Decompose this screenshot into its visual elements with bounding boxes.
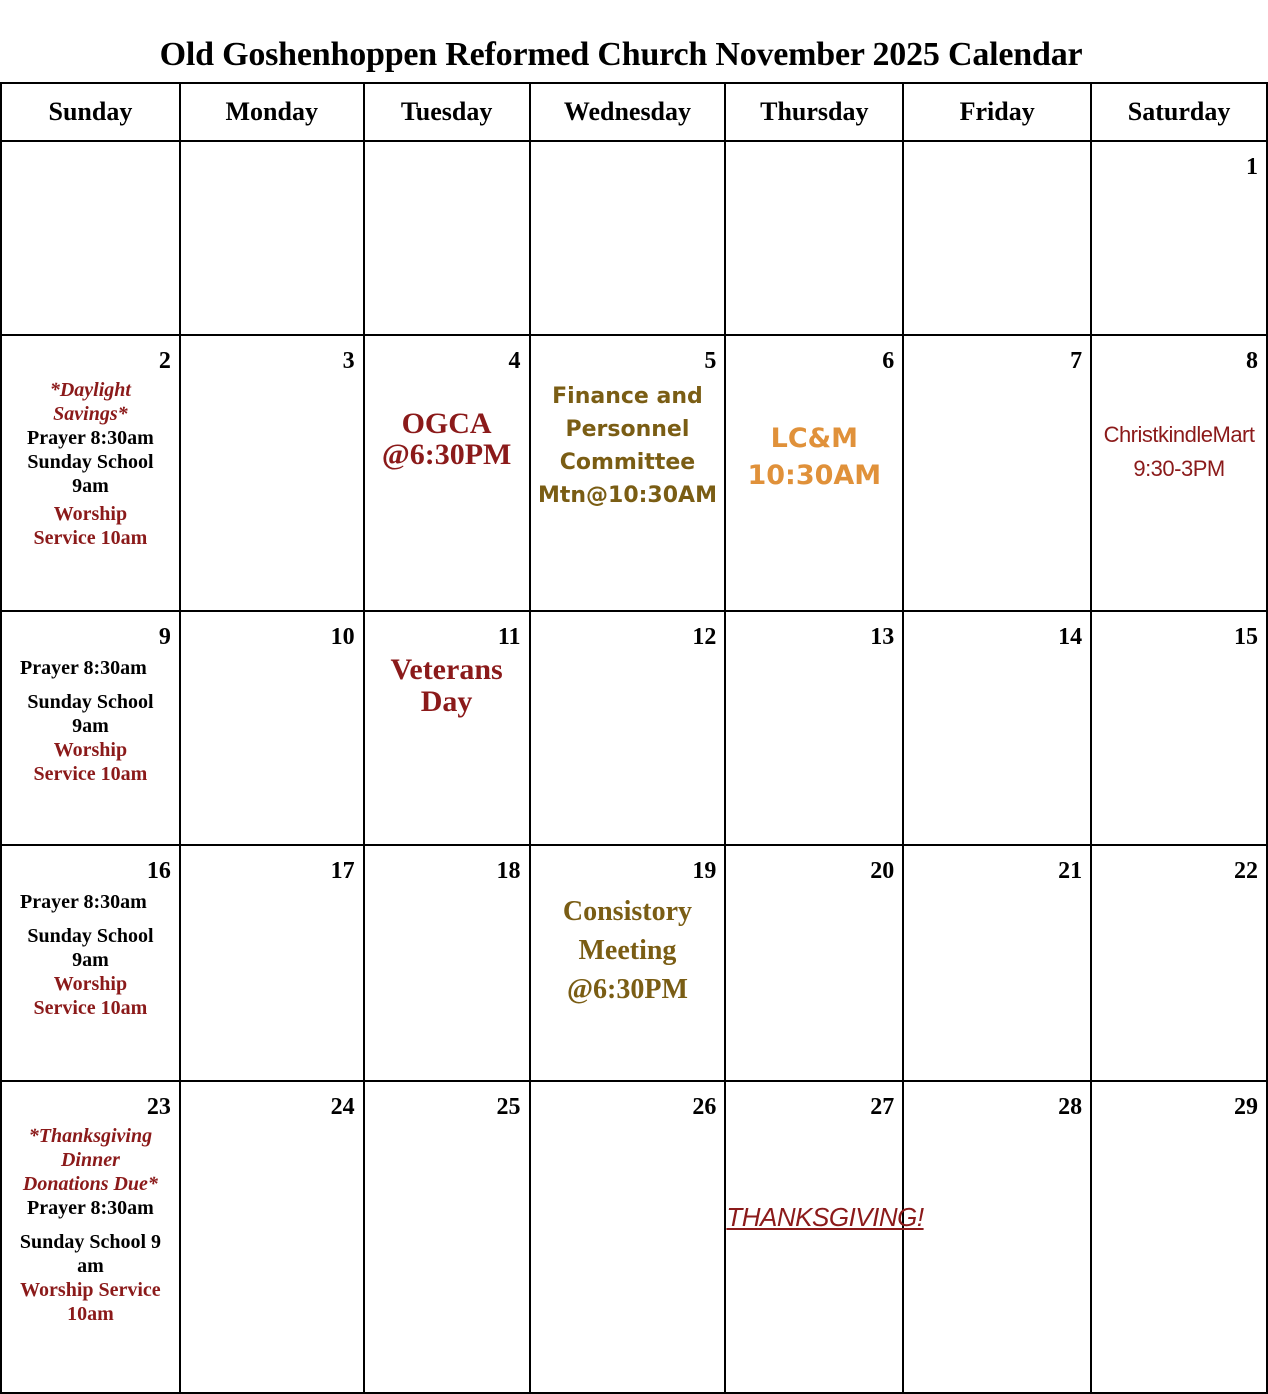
prayer-time: Prayer 8:30am — [20, 657, 147, 679]
day-cell — [530, 335, 726, 611]
lcm-event — [726, 420, 902, 494]
sunday-school-time: Sunday School — [27, 925, 154, 947]
event-line: Veterans — [390, 653, 503, 686]
christkindlemart-event — [1092, 418, 1266, 486]
day-number: 13 — [870, 624, 895, 650]
event-line: @6:30PM — [567, 974, 688, 1005]
event-line: ChristkindleMart — [1103, 422, 1255, 447]
event-line: Consistory — [562, 896, 693, 927]
day-cell — [364, 611, 530, 845]
day-number: 26 — [692, 1094, 717, 1120]
sunday-school-time: Sunday School — [27, 691, 154, 713]
day-cell — [1, 1081, 180, 1393]
day-number: 12 — [692, 624, 717, 650]
weekday-tuesday: Tuesday — [364, 83, 530, 141]
day-number: 7 — [1070, 348, 1083, 374]
day-number: 1 — [1246, 154, 1258, 180]
day-cell-empty — [530, 141, 726, 335]
worship-service-time: Worship — [53, 503, 128, 525]
sunday-events — [2, 1124, 179, 1326]
event-line: @6:30PM — [381, 438, 512, 471]
sunday-events — [2, 656, 179, 786]
day-cell — [1091, 1081, 1267, 1393]
day-cell-empty — [725, 141, 903, 335]
sunday-school-time: 9am — [72, 715, 109, 737]
prayer-time: Prayer 8:30am — [27, 427, 154, 449]
thanksgiving-donations-note: Dinner — [60, 1149, 120, 1171]
day-cell — [180, 611, 364, 845]
weekday-friday: Friday — [903, 83, 1091, 141]
day-cell — [1, 611, 180, 845]
week-row — [1, 611, 1267, 845]
day-number: 27 — [870, 1094, 895, 1120]
day-cell — [903, 845, 1091, 1081]
day-cell-empty — [364, 141, 530, 335]
event-line: Meeting — [578, 935, 677, 966]
prayer-time: Prayer 8:30am — [20, 891, 147, 913]
day-cell — [1, 335, 180, 611]
day-number: 25 — [496, 1094, 521, 1120]
day-cell — [1, 845, 180, 1081]
day-number: 9 — [158, 624, 171, 650]
event-line: LC&M — [770, 423, 859, 454]
day-cell — [725, 845, 903, 1081]
day-cell — [530, 1081, 726, 1393]
day-cell — [903, 335, 1091, 611]
event-line: Personnel — [565, 417, 690, 442]
day-cell — [180, 845, 364, 1081]
thanksgiving-donations-note: Donations Due* — [22, 1173, 158, 1195]
finance-committee-event — [531, 380, 725, 512]
worship-service-time: Worship — [53, 739, 128, 761]
day-number: 28 — [1058, 1094, 1083, 1120]
worship-service-time: Worship Service — [20, 1279, 161, 1301]
event-line: 10:30AM — [747, 460, 882, 491]
worship-service-time: Worship — [53, 973, 128, 995]
thanksgiving-event: THANKSGIVING! — [726, 1202, 924, 1232]
week-row — [1, 845, 1267, 1081]
day-number: 21 — [1058, 858, 1083, 884]
weekday-sunday: Sunday — [1, 83, 180, 141]
day-number: 16 — [146, 858, 171, 884]
weekday-thursday: Thursday — [725, 83, 903, 141]
prayer-time: Prayer 8:30am — [27, 1197, 154, 1219]
day-number: 18 — [496, 858, 521, 884]
day-number: 3 — [342, 348, 355, 374]
weekday-header-row — [1, 83, 1267, 141]
day-number: 8 — [1246, 348, 1258, 374]
sunday-school-time: 9am — [72, 949, 109, 971]
veterans-day-event — [365, 654, 529, 718]
worship-service-time: Service 10am — [33, 997, 148, 1019]
day-cell — [530, 845, 726, 1081]
day-cell — [1091, 845, 1267, 1081]
day-number: 29 — [1234, 1094, 1258, 1120]
day-number: 17 — [330, 858, 355, 884]
day-cell — [180, 335, 364, 611]
worship-service-time: Service 10am — [33, 527, 148, 549]
day-cell — [725, 611, 903, 845]
day-cell-empty — [1, 141, 180, 335]
day-cell — [903, 1081, 1091, 1393]
sunday-events — [2, 378, 179, 550]
week-row — [1, 141, 1267, 335]
daylight-savings-note: *Daylight — [49, 379, 131, 401]
day-cell-empty — [903, 141, 1091, 335]
sunday-school-time: Sunday School — [27, 451, 154, 473]
calendar-title: Old Goshenhoppen Reformed Church November 2025 Calendar — [159, 36, 1083, 73]
day-number: 22 — [1234, 858, 1258, 884]
worship-service-time: Service 10am — [33, 763, 148, 785]
sunday-school-time: am — [77, 1255, 104, 1277]
weekday-monday: Monday — [180, 83, 364, 141]
day-number: 20 — [870, 858, 895, 884]
sunday-events — [2, 890, 179, 1020]
day-cell — [903, 611, 1091, 845]
day-cell — [1091, 611, 1267, 845]
weekday-wednesday: Wednesday — [530, 83, 726, 141]
day-cell — [725, 1081, 924, 1393]
day-number: 14 — [1058, 624, 1083, 650]
day-number: 15 — [1234, 624, 1258, 650]
day-number: 2 — [158, 348, 171, 374]
event-line: OGCA — [401, 407, 492, 440]
thanksgiving-donations-note: *Thanksgiving — [28, 1125, 153, 1147]
day-number: 19 — [692, 858, 717, 884]
event-line: Committee — [559, 450, 696, 475]
day-cell — [364, 1081, 530, 1393]
day-cell — [180, 1081, 364, 1393]
ogca-event — [365, 408, 529, 470]
day-cell — [364, 845, 530, 1081]
day-cell — [364, 335, 530, 611]
week-row — [1, 1081, 1267, 1393]
daylight-savings-note: Savings* — [53, 403, 128, 425]
event-line: Finance and — [552, 384, 703, 409]
sunday-school-time: Sunday School 9 — [19, 1231, 161, 1253]
day-number: 23 — [146, 1094, 171, 1120]
week-row — [1, 335, 1267, 611]
day-cell-empty — [180, 141, 364, 335]
day-cell — [1091, 335, 1267, 611]
event-line: Mtn@10:30AM — [537, 483, 717, 508]
calendar-grid — [0, 82, 1268, 1394]
day-number: 5 — [704, 348, 717, 374]
day-number: 11 — [497, 624, 521, 650]
weekday-saturday: Saturday — [1091, 83, 1267, 141]
consistory-meeting-event — [531, 892, 725, 1009]
sunday-school-time: 9am — [72, 475, 109, 497]
worship-service-time: 10am — [67, 1303, 114, 1325]
event-line: 9:30-3PM — [1133, 456, 1225, 481]
day-cell — [1091, 141, 1267, 335]
day-number: 10 — [330, 624, 355, 650]
day-number: 24 — [330, 1094, 355, 1120]
day-cell — [725, 335, 903, 611]
day-cell — [530, 611, 726, 845]
event-line: Day — [420, 685, 473, 718]
day-number: 6 — [882, 348, 895, 374]
day-number: 4 — [508, 348, 521, 374]
